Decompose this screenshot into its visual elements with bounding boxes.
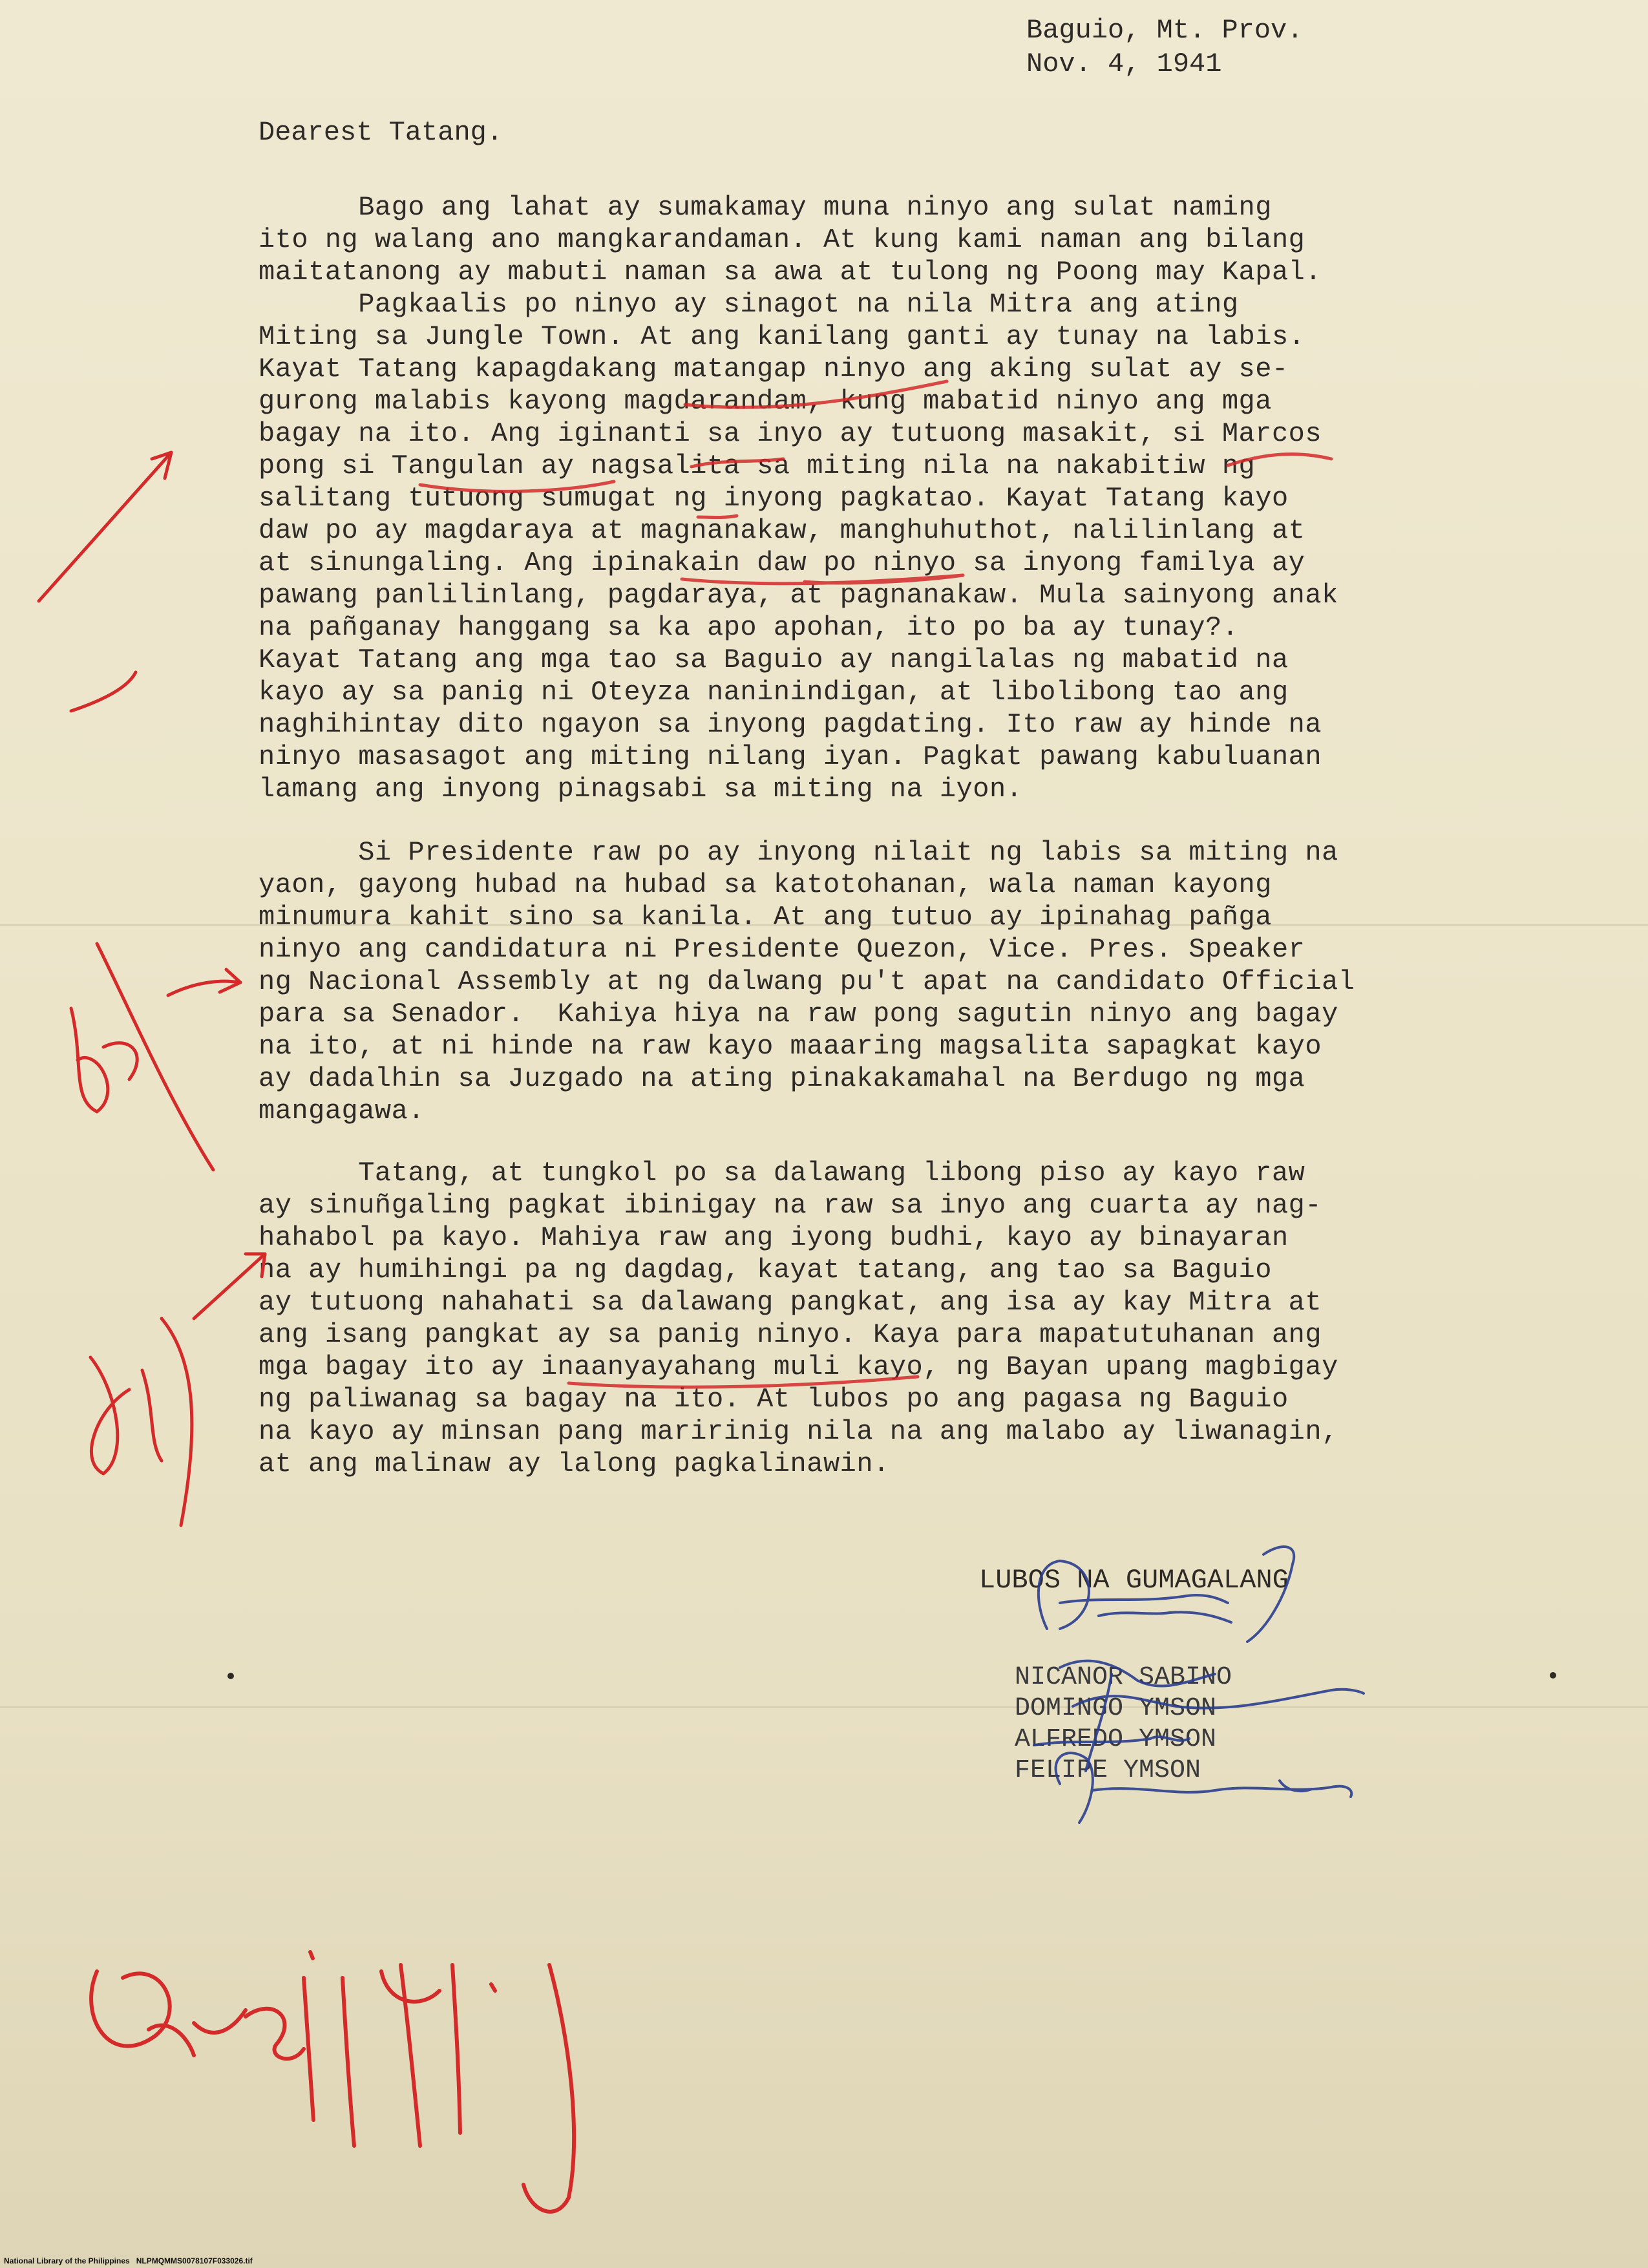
- body-line: at sinungaling. Ang ipinakain daw po ninyo sa inyong familya ay: [259, 547, 1305, 578]
- signatory-name: NICANOR SABINO: [1015, 1663, 1232, 1692]
- red-underlines: [420, 381, 1331, 1387]
- body-line: Pagkaalis po ninyo ay sinagot na nila Mitra ang ating: [259, 289, 1239, 320]
- body-line: yaon, gayong hubad na hubad sa katotohanan, wala naman kayong: [259, 869, 1272, 900]
- body-line: pawang panlilinlang, pagdaraya, at pagnanakaw. Mula sainyong anak: [259, 580, 1338, 611]
- body-line: lamang ang inyong pinagsabi sa miting na iyon.: [259, 774, 1023, 805]
- place-line: Baguio, Mt. Prov.: [1026, 15, 1304, 46]
- body-line: naghihintay dito ngayon sa inyong pagdating. Ito raw ay hinde na: [259, 709, 1322, 740]
- body-line: ninyo masasagot ang miting nilang iyan. Pagkat pawang kabuluanan: [259, 741, 1322, 772]
- body-line: daw po ay magdaraya at magnanakaw, manghuhuthot, nalilinlang at: [259, 515, 1305, 546]
- body-line: bagay na ito. Ang iginanti sa inyo ay tutuong masakit, si Marcos: [259, 418, 1322, 449]
- body-line: minumura kahit sino sa kanila. At ang tutuo ay ipinahag pañga: [259, 902, 1272, 933]
- body-line: ng paliwanag sa bagay na ito. At lubos po ang pagasa ng Baguio: [259, 1384, 1289, 1415]
- body-line: na pañganay hanggang sa ka apo apohan, ito po ba ay tunay?.: [259, 612, 1239, 643]
- red-margin-arrows: [39, 452, 265, 1525]
- signatory-name: ALFREDO YMSON: [1015, 1725, 1217, 1754]
- body-line: Kayat Tatang ang mga tao sa Baguio ay nangilalas ng mabatid na: [259, 644, 1289, 675]
- body-line: ito ng walang ano mangkarandaman. At kung kami naman ang bilang: [259, 224, 1305, 255]
- body-line: para sa Senador. Kahiya hiya na raw pong sagutin ninyo ang bagay: [259, 999, 1338, 1030]
- body-line: salitang tutuong sumugat ng inyong pagkatao. Kayat Tatang kayo: [259, 483, 1289, 514]
- closing: LUBOS NA GUMAGALANG: [979, 1565, 1289, 1596]
- red-handwritten-note: [91, 1952, 574, 2212]
- body-line: mga bagay ito ay inaanyayahang muli kayo, ng Bayan upang magbigay: [259, 1351, 1338, 1383]
- signatory-name: FELIPE YMSON: [1015, 1756, 1201, 1785]
- body-line: na kayo ay minsan pang maririnig nila na ang malabo ay liwanagin,: [259, 1416, 1338, 1447]
- body-line: ng Nacional Assembly at ng dalwang pu't apat na candidato Official: [259, 966, 1355, 997]
- ink-signatures: [1034, 1547, 1364, 1823]
- body-line: ay sinuñgaling pagkat ibinigay na raw sa inyo ang cuarta ay nag-: [259, 1190, 1322, 1221]
- body-line: gurong malabis kayong magdarandam, kung mabatid ninyo ang mga: [259, 386, 1272, 417]
- margin-dots: [227, 1672, 1556, 1679]
- body-line: na ito, at ni hinde na raw kayo maaaring magsalita sapagkat kayo: [259, 1031, 1322, 1062]
- archive-footer: [4, 2256, 253, 2265]
- body-line: mangagawa.: [259, 1096, 425, 1127]
- body-line: at ang malinaw ay lalong pagkalinawin.: [259, 1448, 890, 1479]
- body-line: ay dadalhin sa Juzgado na ating pinakakamahal na Berdugo ng mga: [259, 1063, 1305, 1094]
- body-line: pong si Tangulan ay nagsalita sa miting nila na nakabitiw ng: [259, 450, 1256, 482]
- body-line: kayo ay sa panig ni Oteyza naninindigan, at libolibong tao ang: [259, 677, 1289, 708]
- body-line: Bago ang lahat ay sumakamay muna ninyo ang sulat naming: [259, 192, 1272, 223]
- body-line: ninyo ang candidatura ni Presidente Quezon, Vice. Pres. Speaker: [259, 934, 1305, 965]
- body-line: Kayat Tatang kapagdakang matangap ninyo ang aking sulat ay se-: [259, 354, 1289, 385]
- date-line: Nov. 4, 1941: [1026, 48, 1222, 79]
- footer-file-id: NLPMQMMS0078107F033026.tif: [136, 2256, 253, 2265]
- body-line: ang isang pangkat ay sa panig ninyo. Kaya para mapatutuhanan ang: [259, 1319, 1322, 1350]
- body-line: hahabol pa kayo. Mahiya raw ang iyong budhi, kayo ay binayaran: [259, 1222, 1289, 1253]
- footer-institution: National Library of the Philippines: [4, 2256, 130, 2265]
- body-line: Tatang, at tungkol po sa dalawang libong piso ay kayo raw: [259, 1158, 1305, 1189]
- salutation: Dearest Tatang.: [259, 117, 503, 148]
- body-line: Miting sa Jungle Town. At ang kanilang ganti ay tunay na labis.: [259, 321, 1305, 352]
- body-line: maitatanong ay mabuti naman sa awa at tulong ng Poong may Kapal.: [259, 257, 1322, 288]
- body-line: ay tutuong nahahati sa dalawang pangkat, ang isa ay kay Mitra at: [259, 1287, 1322, 1318]
- body-line: na ay humihingi pa ng dagdag, kayat tatang, ang tao sa Baguio: [259, 1255, 1272, 1286]
- body-line: Si Presidente raw po ay inyong nilait ng labis sa miting na: [259, 837, 1338, 868]
- signatory-name: DOMINGO YMSON: [1015, 1694, 1217, 1723]
